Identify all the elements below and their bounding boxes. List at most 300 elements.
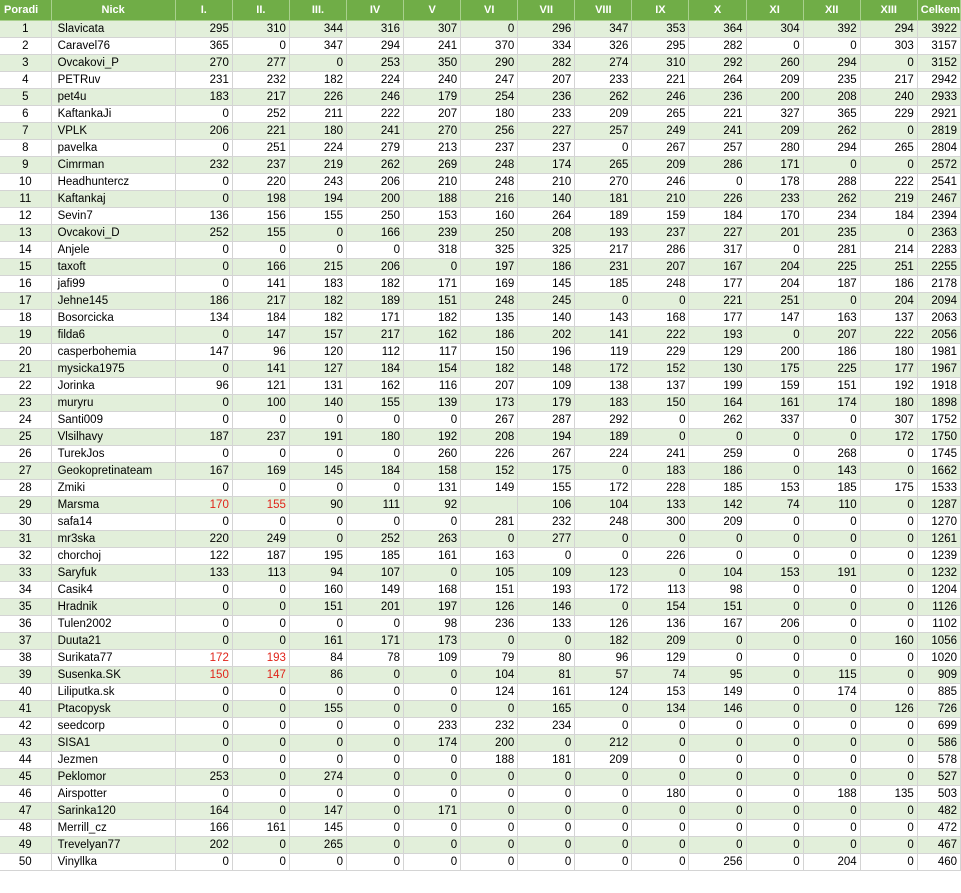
cell-round-12[interactable]: 268: [803, 446, 860, 463]
cell-round-7[interactable]: 186: [518, 259, 575, 276]
cell-round-7[interactable]: 207: [518, 72, 575, 89]
cell-round-3[interactable]: 84: [289, 650, 346, 667]
cell-round-3[interactable]: 182: [289, 72, 346, 89]
cell-round-3[interactable]: 344: [289, 21, 346, 38]
cell-round-11[interactable]: 233: [746, 191, 803, 208]
cell-nick[interactable]: Kaftankaj: [51, 191, 175, 208]
cell-round-1[interactable]: 0: [175, 480, 232, 497]
cell-round-2[interactable]: 310: [232, 21, 289, 38]
cell-round-2[interactable]: 0: [232, 701, 289, 718]
cell-round-6[interactable]: 0: [461, 701, 518, 718]
cell-round-7[interactable]: 0: [518, 633, 575, 650]
cell-round-1[interactable]: 0: [175, 191, 232, 208]
cell-round-9[interactable]: 222: [632, 327, 689, 344]
cell-round-5[interactable]: 171: [404, 803, 461, 820]
cell-rank[interactable]: 50: [0, 854, 51, 871]
cell-round-7[interactable]: 145: [518, 276, 575, 293]
cell-round-4[interactable]: 241: [347, 123, 404, 140]
cell-round-4[interactable]: 180: [347, 429, 404, 446]
cell-round-3[interactable]: 0: [289, 531, 346, 548]
cell-rank[interactable]: 12: [0, 208, 51, 225]
cell-round-9[interactable]: 0: [632, 531, 689, 548]
cell-round-12[interactable]: 225: [803, 259, 860, 276]
cell-round-12[interactable]: 0: [803, 38, 860, 55]
header-nick[interactable]: Nick: [51, 0, 175, 21]
cell-round-8[interactable]: 257: [575, 123, 632, 140]
cell-round-4[interactable]: 0: [347, 446, 404, 463]
cell-round-1[interactable]: 232: [175, 157, 232, 174]
cell-round-10[interactable]: 221: [689, 106, 746, 123]
cell-round-2[interactable]: 0: [232, 582, 289, 599]
cell-round-4[interactable]: 189: [347, 293, 404, 310]
cell-round-3[interactable]: 183: [289, 276, 346, 293]
cell-round-9[interactable]: 209: [632, 633, 689, 650]
cell-rank[interactable]: 32: [0, 548, 51, 565]
cell-round-2[interactable]: 166: [232, 259, 289, 276]
cell-round-1[interactable]: 133: [175, 565, 232, 582]
cell-round-1[interactable]: 170: [175, 497, 232, 514]
cell-round-4[interactable]: 162: [347, 378, 404, 395]
cell-round-5[interactable]: 233: [404, 718, 461, 735]
cell-round-9[interactable]: 152: [632, 361, 689, 378]
cell-round-8[interactable]: 292: [575, 412, 632, 429]
cell-round-2[interactable]: 141: [232, 361, 289, 378]
cell-rank[interactable]: 3: [0, 55, 51, 72]
cell-round-3[interactable]: 160: [289, 582, 346, 599]
cell-round-8[interactable]: 0: [575, 531, 632, 548]
cell-round-5[interactable]: 239: [404, 225, 461, 242]
cell-round-4[interactable]: 182: [347, 276, 404, 293]
cell-round-6[interactable]: 149: [461, 480, 518, 497]
cell-rank[interactable]: 21: [0, 361, 51, 378]
cell-round-10[interactable]: 256: [689, 854, 746, 871]
cell-round-5[interactable]: 168: [404, 582, 461, 599]
cell-round-5[interactable]: 0: [404, 514, 461, 531]
cell-round-13[interactable]: 0: [860, 497, 917, 514]
cell-round-1[interactable]: 0: [175, 140, 232, 157]
cell-round-6[interactable]: 160: [461, 208, 518, 225]
cell-round-5[interactable]: 0: [404, 854, 461, 871]
cell-round-11[interactable]: 0: [746, 582, 803, 599]
cell-round-12[interactable]: 392: [803, 21, 860, 38]
cell-rank[interactable]: 2: [0, 38, 51, 55]
cell-round-3[interactable]: 194: [289, 191, 346, 208]
cell-round-8[interactable]: 270: [575, 174, 632, 191]
cell-round-9[interactable]: 159: [632, 208, 689, 225]
cell-rank[interactable]: 17: [0, 293, 51, 310]
cell-round-3[interactable]: 0: [289, 786, 346, 803]
cell-round-4[interactable]: 0: [347, 412, 404, 429]
cell-nick[interactable]: Trevelyan77: [51, 837, 175, 854]
cell-round-3[interactable]: 94: [289, 565, 346, 582]
cell-round-2[interactable]: 277: [232, 55, 289, 72]
cell-total[interactable]: 2178: [917, 276, 960, 293]
cell-round-2[interactable]: 0: [232, 412, 289, 429]
cell-rank[interactable]: 13: [0, 225, 51, 242]
cell-round-13[interactable]: 251: [860, 259, 917, 276]
cell-round-12[interactable]: 115: [803, 667, 860, 684]
cell-round-3[interactable]: 155: [289, 208, 346, 225]
cell-round-1[interactable]: 231: [175, 72, 232, 89]
cell-round-9[interactable]: 209: [632, 157, 689, 174]
cell-total[interactable]: 1287: [917, 497, 960, 514]
cell-round-8[interactable]: 141: [575, 327, 632, 344]
cell-nick[interactable]: Marsma: [51, 497, 175, 514]
cell-round-4[interactable]: 0: [347, 514, 404, 531]
cell-round-2[interactable]: 0: [232, 599, 289, 616]
cell-round-12[interactable]: 0: [803, 701, 860, 718]
cell-round-12[interactable]: 0: [803, 650, 860, 667]
cell-round-7[interactable]: 161: [518, 684, 575, 701]
cell-rank[interactable]: 4: [0, 72, 51, 89]
cell-round-7[interactable]: 175: [518, 463, 575, 480]
cell-round-11[interactable]: 0: [746, 803, 803, 820]
cell-round-7[interactable]: 81: [518, 667, 575, 684]
cell-round-9[interactable]: 153: [632, 684, 689, 701]
cell-rank[interactable]: 38: [0, 650, 51, 667]
cell-round-10[interactable]: 129: [689, 344, 746, 361]
cell-round-11[interactable]: 0: [746, 599, 803, 616]
cell-round-2[interactable]: 217: [232, 293, 289, 310]
cell-round-6[interactable]: 151: [461, 582, 518, 599]
cell-round-8[interactable]: 274: [575, 55, 632, 72]
cell-total[interactable]: 699: [917, 718, 960, 735]
header-round-8[interactable]: VIII: [575, 0, 632, 21]
cell-round-13[interactable]: 0: [860, 514, 917, 531]
cell-round-3[interactable]: 145: [289, 820, 346, 837]
cell-round-10[interactable]: 130: [689, 361, 746, 378]
cell-round-1[interactable]: 0: [175, 106, 232, 123]
cell-round-11[interactable]: 170: [746, 208, 803, 225]
cell-round-6[interactable]: 290: [461, 55, 518, 72]
cell-round-8[interactable]: 104: [575, 497, 632, 514]
cell-round-13[interactable]: 0: [860, 684, 917, 701]
cell-round-12[interactable]: 208: [803, 89, 860, 106]
cell-round-13[interactable]: 0: [860, 446, 917, 463]
cell-round-2[interactable]: 0: [232, 786, 289, 803]
cell-round-3[interactable]: 155: [289, 701, 346, 718]
cell-round-12[interactable]: 0: [803, 293, 860, 310]
cell-rank[interactable]: 22: [0, 378, 51, 395]
cell-round-10[interactable]: 184: [689, 208, 746, 225]
cell-rank[interactable]: 30: [0, 514, 51, 531]
cell-round-12[interactable]: 365: [803, 106, 860, 123]
cell-round-9[interactable]: 300: [632, 514, 689, 531]
cell-round-10[interactable]: 98: [689, 582, 746, 599]
cell-round-7[interactable]: 155: [518, 480, 575, 497]
cell-nick[interactable]: pavelka: [51, 140, 175, 157]
header-round-3[interactable]: III.: [289, 0, 346, 21]
cell-round-5[interactable]: 117: [404, 344, 461, 361]
cell-total[interactable]: 2942: [917, 72, 960, 89]
cell-round-6[interactable]: 0: [461, 21, 518, 38]
cell-round-13[interactable]: 0: [860, 735, 917, 752]
cell-round-9[interactable]: 129: [632, 650, 689, 667]
cell-round-7[interactable]: 0: [518, 548, 575, 565]
cell-round-6[interactable]: [461, 497, 518, 514]
cell-round-12[interactable]: 0: [803, 582, 860, 599]
cell-round-10[interactable]: 151: [689, 599, 746, 616]
cell-round-6[interactable]: 281: [461, 514, 518, 531]
cell-total[interactable]: 1270: [917, 514, 960, 531]
header-round-4[interactable]: IV: [347, 0, 404, 21]
header-rank[interactable]: Poradi: [0, 0, 51, 21]
cell-round-8[interactable]: 172: [575, 582, 632, 599]
cell-round-12[interactable]: 185: [803, 480, 860, 497]
cell-round-12[interactable]: 204: [803, 854, 860, 871]
cell-round-8[interactable]: 138: [575, 378, 632, 395]
cell-round-6[interactable]: 208: [461, 429, 518, 446]
cell-nick[interactable]: mysicka1975: [51, 361, 175, 378]
cell-round-12[interactable]: 0: [803, 820, 860, 837]
cell-round-12[interactable]: 0: [803, 752, 860, 769]
cell-round-3[interactable]: 195: [289, 548, 346, 565]
cell-round-1[interactable]: 122: [175, 548, 232, 565]
cell-round-12[interactable]: 0: [803, 599, 860, 616]
cell-round-3[interactable]: 0: [289, 718, 346, 735]
cell-round-1[interactable]: 0: [175, 446, 232, 463]
cell-total[interactable]: 578: [917, 752, 960, 769]
cell-round-2[interactable]: 100: [232, 395, 289, 412]
cell-round-7[interactable]: 193: [518, 582, 575, 599]
cell-round-12[interactable]: 143: [803, 463, 860, 480]
cell-round-2[interactable]: 249: [232, 531, 289, 548]
header-round-9[interactable]: IX: [632, 0, 689, 21]
cell-round-7[interactable]: 133: [518, 616, 575, 633]
cell-round-8[interactable]: 217: [575, 242, 632, 259]
cell-total[interactable]: 2467: [917, 191, 960, 208]
cell-round-2[interactable]: 198: [232, 191, 289, 208]
cell-round-12[interactable]: 225: [803, 361, 860, 378]
cell-round-4[interactable]: 0: [347, 837, 404, 854]
cell-round-9[interactable]: 0: [632, 820, 689, 837]
cell-round-3[interactable]: 224: [289, 140, 346, 157]
cell-round-1[interactable]: 0: [175, 514, 232, 531]
cell-round-10[interactable]: 186: [689, 463, 746, 480]
cell-round-13[interactable]: 240: [860, 89, 917, 106]
cell-round-6[interactable]: 188: [461, 752, 518, 769]
cell-round-9[interactable]: 0: [632, 752, 689, 769]
cell-round-7[interactable]: 237: [518, 140, 575, 157]
cell-round-4[interactable]: 185: [347, 548, 404, 565]
cell-round-2[interactable]: 0: [232, 616, 289, 633]
cell-round-6[interactable]: 0: [461, 769, 518, 786]
cell-round-5[interactable]: 92: [404, 497, 461, 514]
cell-round-13[interactable]: 184: [860, 208, 917, 225]
cell-rank[interactable]: 34: [0, 582, 51, 599]
cell-round-10[interactable]: 142: [689, 497, 746, 514]
cell-round-2[interactable]: 121: [232, 378, 289, 395]
cell-nick[interactable]: Liliputka.sk: [51, 684, 175, 701]
cell-round-7[interactable]: 0: [518, 735, 575, 752]
cell-round-13[interactable]: 214: [860, 242, 917, 259]
cell-round-12[interactable]: 0: [803, 718, 860, 735]
cell-rank[interactable]: 5: [0, 89, 51, 106]
cell-round-8[interactable]: 172: [575, 361, 632, 378]
cell-round-6[interactable]: 248: [461, 157, 518, 174]
cell-round-3[interactable]: 191: [289, 429, 346, 446]
cell-round-13[interactable]: 175: [860, 480, 917, 497]
cell-nick[interactable]: seedcorp: [51, 718, 175, 735]
cell-round-10[interactable]: 193: [689, 327, 746, 344]
cell-round-9[interactable]: 210: [632, 191, 689, 208]
cell-nick[interactable]: Santi009: [51, 412, 175, 429]
cell-round-13[interactable]: 0: [860, 531, 917, 548]
cell-total[interactable]: 1981: [917, 344, 960, 361]
cell-round-9[interactable]: 137: [632, 378, 689, 395]
cell-round-11[interactable]: 0: [746, 650, 803, 667]
cell-round-3[interactable]: 90: [289, 497, 346, 514]
cell-round-8[interactable]: 0: [575, 769, 632, 786]
cell-nick[interactable]: Cimrman: [51, 157, 175, 174]
cell-round-4[interactable]: 0: [347, 667, 404, 684]
cell-rank[interactable]: 40: [0, 684, 51, 701]
cell-total[interactable]: 1102: [917, 616, 960, 633]
cell-round-7[interactable]: 267: [518, 446, 575, 463]
cell-nick[interactable]: pet4u: [51, 89, 175, 106]
cell-round-5[interactable]: 0: [404, 837, 461, 854]
cell-round-2[interactable]: 96: [232, 344, 289, 361]
cell-round-7[interactable]: 106: [518, 497, 575, 514]
cell-round-12[interactable]: 0: [803, 548, 860, 565]
cell-round-10[interactable]: 317: [689, 242, 746, 259]
cell-round-4[interactable]: 316: [347, 21, 404, 38]
cell-round-2[interactable]: 169: [232, 463, 289, 480]
cell-round-10[interactable]: 0: [689, 735, 746, 752]
cell-round-1[interactable]: 220: [175, 531, 232, 548]
cell-round-1[interactable]: 0: [175, 735, 232, 752]
cell-round-11[interactable]: 0: [746, 463, 803, 480]
cell-round-2[interactable]: 0: [232, 38, 289, 55]
cell-total[interactable]: 3157: [917, 38, 960, 55]
cell-total[interactable]: 1745: [917, 446, 960, 463]
cell-round-5[interactable]: 139: [404, 395, 461, 412]
cell-round-8[interactable]: 143: [575, 310, 632, 327]
cell-round-10[interactable]: 236: [689, 89, 746, 106]
cell-round-4[interactable]: 0: [347, 684, 404, 701]
cell-total[interactable]: 2363: [917, 225, 960, 242]
cell-round-13[interactable]: 0: [860, 752, 917, 769]
cell-round-2[interactable]: 252: [232, 106, 289, 123]
cell-round-7[interactable]: 0: [518, 803, 575, 820]
cell-round-7[interactable]: 208: [518, 225, 575, 242]
cell-total[interactable]: 885: [917, 684, 960, 701]
cell-rank[interactable]: 49: [0, 837, 51, 854]
cell-rank[interactable]: 46: [0, 786, 51, 803]
cell-round-9[interactable]: 265: [632, 106, 689, 123]
cell-round-11[interactable]: 147: [746, 310, 803, 327]
cell-rank[interactable]: 8: [0, 140, 51, 157]
cell-round-9[interactable]: 246: [632, 89, 689, 106]
cell-nick[interactable]: Vinyllka: [51, 854, 175, 871]
cell-round-9[interactable]: 0: [632, 735, 689, 752]
cell-rank[interactable]: 11: [0, 191, 51, 208]
cell-round-12[interactable]: 0: [803, 157, 860, 174]
cell-round-5[interactable]: 207: [404, 106, 461, 123]
cell-round-2[interactable]: 0: [232, 769, 289, 786]
cell-round-11[interactable]: 171: [746, 157, 803, 174]
cell-round-3[interactable]: 215: [289, 259, 346, 276]
cell-nick[interactable]: Jezmen: [51, 752, 175, 769]
cell-round-1[interactable]: 0: [175, 599, 232, 616]
cell-round-13[interactable]: 303: [860, 38, 917, 55]
cell-round-10[interactable]: 282: [689, 38, 746, 55]
cell-round-9[interactable]: 150: [632, 395, 689, 412]
cell-round-7[interactable]: 109: [518, 565, 575, 582]
cell-nick[interactable]: Casik4: [51, 582, 175, 599]
cell-total[interactable]: 2094: [917, 293, 960, 310]
cell-round-4[interactable]: 252: [347, 531, 404, 548]
cell-round-8[interactable]: 0: [575, 463, 632, 480]
cell-rank[interactable]: 10: [0, 174, 51, 191]
cell-round-11[interactable]: 280: [746, 140, 803, 157]
cell-round-11[interactable]: 0: [746, 718, 803, 735]
cell-round-2[interactable]: 221: [232, 123, 289, 140]
cell-round-7[interactable]: 210: [518, 174, 575, 191]
cell-round-6[interactable]: 250: [461, 225, 518, 242]
cell-round-11[interactable]: 0: [746, 837, 803, 854]
cell-round-12[interactable]: 288: [803, 174, 860, 191]
cell-round-12[interactable]: 0: [803, 633, 860, 650]
cell-round-13[interactable]: 294: [860, 21, 917, 38]
cell-round-5[interactable]: 182: [404, 310, 461, 327]
cell-round-7[interactable]: 202: [518, 327, 575, 344]
cell-round-6[interactable]: 370: [461, 38, 518, 55]
cell-round-5[interactable]: 158: [404, 463, 461, 480]
cell-round-10[interactable]: 0: [689, 786, 746, 803]
cell-nick[interactable]: SISA1: [51, 735, 175, 752]
cell-round-8[interactable]: 172: [575, 480, 632, 497]
cell-round-8[interactable]: 0: [575, 599, 632, 616]
cell-round-1[interactable]: 0: [175, 633, 232, 650]
cell-round-11[interactable]: 0: [746, 429, 803, 446]
cell-round-13[interactable]: 180: [860, 395, 917, 412]
cell-round-9[interactable]: 0: [632, 565, 689, 582]
cell-round-6[interactable]: 152: [461, 463, 518, 480]
cell-round-1[interactable]: 0: [175, 395, 232, 412]
cell-total[interactable]: 586: [917, 735, 960, 752]
cell-round-9[interactable]: 136: [632, 616, 689, 633]
cell-round-7[interactable]: 0: [518, 854, 575, 871]
cell-round-4[interactable]: 206: [347, 174, 404, 191]
cell-round-2[interactable]: 0: [232, 803, 289, 820]
cell-rank[interactable]: 25: [0, 429, 51, 446]
cell-nick[interactable]: Slavicata: [51, 21, 175, 38]
cell-round-13[interactable]: 0: [860, 599, 917, 616]
cell-round-6[interactable]: 163: [461, 548, 518, 565]
cell-round-4[interactable]: 279: [347, 140, 404, 157]
cell-nick[interactable]: Geokopretinateam: [51, 463, 175, 480]
cell-round-2[interactable]: 0: [232, 480, 289, 497]
cell-round-5[interactable]: 0: [404, 684, 461, 701]
cell-round-8[interactable]: 0: [575, 701, 632, 718]
cell-round-10[interactable]: 0: [689, 633, 746, 650]
cell-round-3[interactable]: 226: [289, 89, 346, 106]
cell-round-10[interactable]: 0: [689, 752, 746, 769]
cell-total[interactable]: 726: [917, 701, 960, 718]
cell-round-6[interactable]: 200: [461, 735, 518, 752]
cell-nick[interactable]: Headhuntercz: [51, 174, 175, 191]
cell-round-12[interactable]: 163: [803, 310, 860, 327]
cell-round-11[interactable]: 0: [746, 684, 803, 701]
cell-nick[interactable]: Caravel76: [51, 38, 175, 55]
cell-round-7[interactable]: 140: [518, 310, 575, 327]
cell-round-3[interactable]: 182: [289, 293, 346, 310]
cell-round-13[interactable]: 137: [860, 310, 917, 327]
cell-nick[interactable]: Sevin7: [51, 208, 175, 225]
cell-nick[interactable]: Tulen2002: [51, 616, 175, 633]
cell-round-7[interactable]: 0: [518, 837, 575, 854]
